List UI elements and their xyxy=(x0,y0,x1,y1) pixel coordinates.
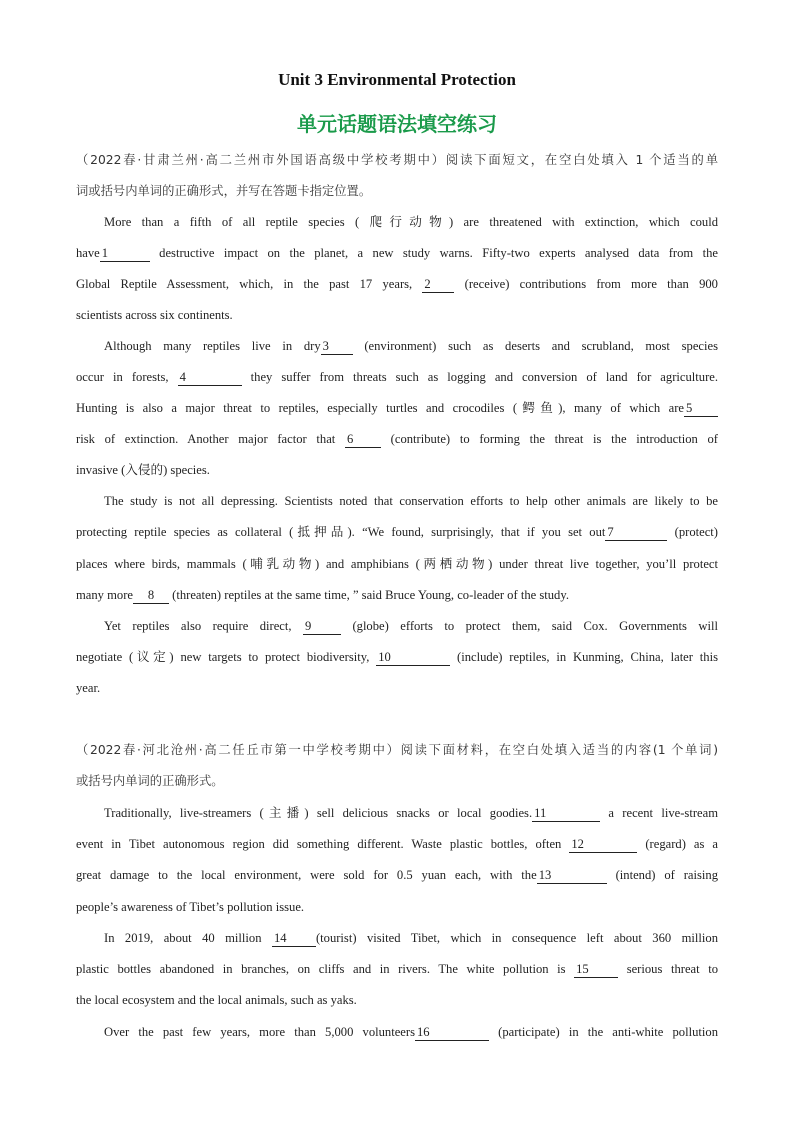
passage1-para1-line4: scientists across six continents. xyxy=(76,308,233,322)
answer-blank-12[interactable]: 12 xyxy=(569,837,637,853)
passage2-para2-line3: the local ecosystem and the local animals, such as yaks. xyxy=(76,993,357,1007)
passage1-para3-line2: protecting reptile species as collateral (抵押品). “We found, surprisingly, that if you set out 7 (protect) xyxy=(76,525,719,539)
passage1-para2-line5: invasive (入侵的) species. xyxy=(76,463,210,477)
passage1-para4-line2: negotiate (议定) new targets to protect biodiversity, 10 (include) reptiles, in Kunming, China, later this xyxy=(76,650,718,664)
answer-blank-3[interactable]: 3 xyxy=(321,339,353,355)
answer-blank-1[interactable]: 1 xyxy=(100,246,150,262)
passage2-para1-line1: Traditionally, live-streamers (主播) sell delicious snacks or local goodies. 11 a recent live-stream xyxy=(104,806,718,820)
answer-blank-8[interactable]: 8 xyxy=(133,588,169,604)
answer-blank-13[interactable]: 13 xyxy=(537,868,607,884)
passage1-para2-line4: risk of extinction. Another major factor that 6 (contribute) to forming the threat is the introduction of xyxy=(76,432,718,446)
answer-blank-15[interactable]: 15 xyxy=(574,962,618,978)
passage2-para1-line2: event in Tibet autonomous region did something different. Waste plastic bottles, often 12 (regard) as a xyxy=(76,837,718,851)
passage2-para3-line1: Over the past few years, more than 5,000 volunteers 16 (participate) in the anti-white pollution xyxy=(104,1025,718,1039)
passage1-instruction: 词或括号内单词的正确形式，并写在答题卡指定位置。 xyxy=(76,184,372,198)
answer-blank-14[interactable]: 14 xyxy=(272,931,316,947)
passage1-para1-line2: have 1 destructive impact on the planet, a new study warns. Fifty-two experts analysed data from the xyxy=(76,246,718,260)
page-title: Unit 3 Environmental Protection xyxy=(278,70,516,89)
answer-blank-7[interactable]: 7 xyxy=(605,525,667,541)
passage1-para2-line2: occur in forests, 4 they suffer from threats such as logging and conversion of land for agriculture. xyxy=(76,370,719,384)
answer-blank-9[interactable]: 9 xyxy=(303,619,341,635)
passage2-source: （2022春·河北沧州·高二任丘市第一中学校考期中）阅读下面材料，在空白处填入适当的内容(1 个单词) xyxy=(76,743,718,757)
passage1-para3-line1: The study is not all depressing. Scientists noted that conservation efforts to help other animals are likely to be xyxy=(104,494,718,508)
answer-blank-2[interactable]: 2 xyxy=(422,277,454,293)
passage1-para4-line3: year. xyxy=(76,681,101,695)
passage1-para4-line1: Yet reptiles also require direct, 9 (globe) efforts to protect them, said Cox. Governments will xyxy=(104,619,718,633)
passage1-para2-line1: Although many reptiles live in dry 3 (environment) such as deserts and scrubland, most species xyxy=(104,339,718,353)
answer-blank-11[interactable]: 11 xyxy=(532,806,600,822)
answer-blank-16[interactable]: 16 xyxy=(415,1025,489,1041)
answer-blank-10[interactable]: 10 xyxy=(376,650,450,666)
passage2-para1-line3: great damage to the local environment, were sold for 0.5 yuan each, with the 13 (intend) of raising xyxy=(76,868,719,882)
answer-blank-4[interactable]: 4 xyxy=(178,370,242,386)
passage2-para2-line1: In 2019, about 40 million 14 (tourist) visited Tibet, which in consequence left about 360 million xyxy=(104,931,718,945)
passage1-para3-line4: many more 8 (threaten) reptiles at the same time, ” said Bruce Young, co-leader of the study. xyxy=(76,588,569,602)
passage1-para2-line3: Hunting is also a major threat to reptiles, especially turtles and crocodiles (鳄鱼), many of which are 5 xyxy=(76,398,718,418)
passage2-instruction: 或括号内单词的正确形式。 xyxy=(76,774,224,788)
passage1-source: （2022春·甘肃兰州·高二兰州市外国语高级中学校考期中）阅读下面短文，在空白处填入 1 个适当的单 xyxy=(76,153,718,167)
answer-blank-6[interactable]: 6 xyxy=(345,432,381,448)
passage1-para1-line1: More than a fifth of all reptile species ( 爬行动物) are threatened with extinction, which could xyxy=(104,215,718,229)
page-subtitle: 单元话题语法填空练习 xyxy=(297,112,497,136)
passage1-para3-line3: places where birds, mammals (哺乳动物) and amphibians (两栖动物) under threat live together, you’ll protect xyxy=(76,557,718,571)
passage1-para1-line3: Global Reptile Assessment, which, in the past 17 years, 2 (receive) contributions from more than 900 xyxy=(76,277,718,291)
passage2-para1-line4: people’s awareness of Tibet’s pollution issue. xyxy=(76,900,305,914)
passage2-para2-line2: plastic bottles abandoned in branches, on cliffs and in rivers. The white pollution is 15 serious threat to xyxy=(76,962,718,976)
answer-blank-5[interactable]: 5 xyxy=(684,401,718,417)
